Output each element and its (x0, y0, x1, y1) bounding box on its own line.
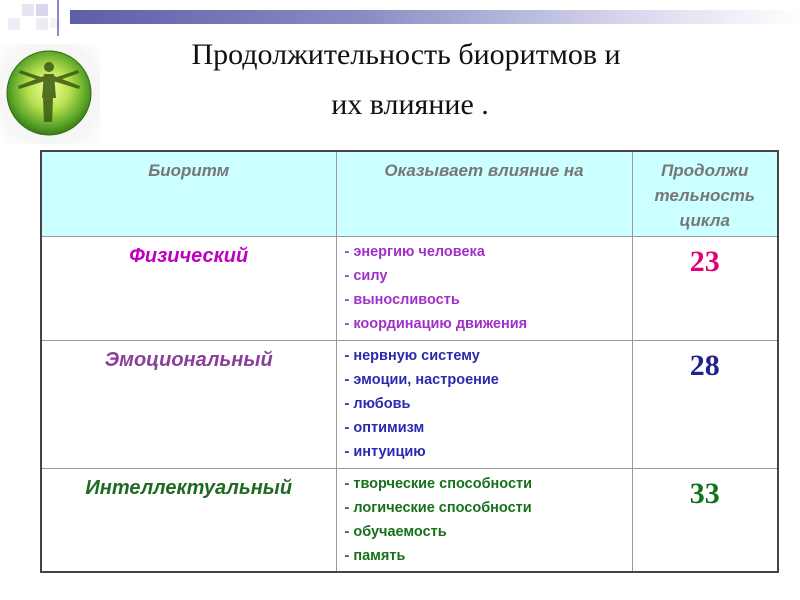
page-title-line-2: их влияние . (331, 88, 489, 121)
decor-square (36, 18, 48, 30)
rhythm-name: Интеллектуальный (85, 476, 293, 499)
table-row (41, 468, 778, 572)
effect-item: - обучаемость (344, 523, 447, 540)
decor-square (36, 4, 48, 16)
header-rhythm-cell (41, 151, 336, 236)
header-duration-cell (632, 151, 778, 236)
effects-list (337, 237, 632, 336)
effects-list (337, 469, 632, 568)
header-duration (633, 152, 778, 233)
effect-item: - интуицию (344, 443, 426, 460)
effect-item: - логические способности (344, 499, 532, 516)
effect-item: - выносливость (344, 291, 460, 308)
cycle-cell (632, 340, 778, 468)
cycle-cell (632, 236, 778, 340)
effect-item: - нервную систему (344, 347, 480, 364)
decor-square (22, 4, 34, 16)
biorhythm-table (40, 150, 779, 573)
rhythm-cell (41, 340, 336, 468)
effects-cell (336, 236, 632, 340)
effect-item: - энергию человека (344, 243, 485, 260)
cycle-cell (632, 468, 778, 572)
table-row (41, 340, 778, 468)
header-rhythm: Биоритм (148, 161, 230, 180)
effect-item: - память (344, 547, 406, 564)
effects-cell (336, 340, 632, 468)
header-influence: Оказывает влияние на (384, 161, 584, 180)
cycle-length: 33 (689, 476, 720, 510)
header-duration-line: тельность (654, 186, 756, 205)
cycle-length: 23 (689, 244, 720, 278)
effect-item: - эмоции, настроение (344, 371, 499, 388)
decorative-top-bar (70, 10, 800, 24)
effects-list (337, 341, 632, 464)
header-duration-line: Продолжи (661, 161, 749, 180)
decor-square (8, 18, 20, 30)
header-duration-line: цикла (679, 211, 730, 230)
effects-cell (336, 468, 632, 572)
effect-item: - оптимизм (344, 419, 425, 436)
rhythm-name: Эмоциональный (104, 348, 273, 371)
rhythm-cell (41, 236, 336, 340)
decorative-vertical-line (57, 0, 59, 36)
cycle-length: 28 (689, 348, 720, 382)
rhythm-name: Физический (129, 244, 249, 267)
rhythm-cell (41, 468, 336, 572)
table-header-row (41, 151, 778, 236)
effect-item: - творческие способности (344, 475, 533, 492)
page-title-line-1: Продолжительность биоритмов и (191, 38, 621, 71)
effect-item: - любовь (344, 395, 411, 412)
header-influence-cell (336, 151, 632, 236)
table-row (41, 236, 778, 340)
effect-item: - силу (344, 267, 388, 284)
effect-item: - координацию движения (344, 315, 528, 332)
